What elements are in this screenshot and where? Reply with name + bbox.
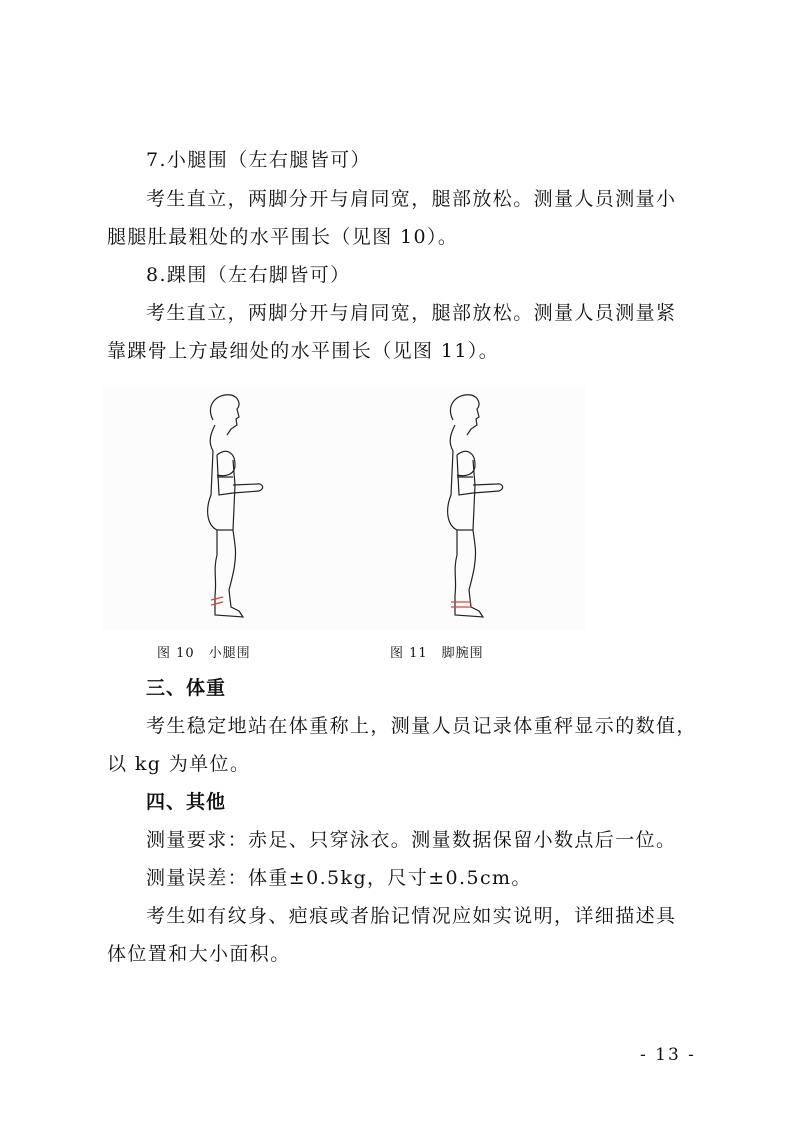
heading-calf: 7.小腿围（左右腿皆可） bbox=[146, 149, 371, 171]
paragraph-line: 考生如有纹身、疤痕或者胎记情况应如实说明，详细描述具 bbox=[146, 905, 677, 927]
figure-woman-ankle bbox=[448, 395, 503, 617]
paragraph-line: 测量要求：赤足、只穿泳衣。测量数据保留小数点后一位。 bbox=[146, 829, 677, 851]
figure-caption: 图 10 小腿围 bbox=[157, 646, 251, 661]
calf-marker bbox=[211, 597, 223, 605]
paragraph-line: 靠踝骨上方最细处的水平围长（见图 11）。 bbox=[107, 340, 500, 362]
figure-woman-calf bbox=[208, 395, 263, 617]
ankle-marker bbox=[451, 602, 471, 607]
paragraph-line: 考生直立，两脚分开与肩同宽，腿部放松。测量人员测量紧 bbox=[146, 302, 677, 324]
page-number: - 13 - bbox=[640, 1045, 696, 1065]
paragraph-line: 以 kg 为单位。 bbox=[107, 753, 251, 775]
figure-caption: 图 11 脚腕围 bbox=[390, 646, 484, 661]
heading-other: 四、其他 bbox=[146, 791, 227, 813]
paragraph-line: 考生直立，两脚分开与肩同宽，腿部放松。测量人员测量小 bbox=[146, 188, 677, 210]
paragraph-line: 测量误差：体重±0.5kg，尺寸±0.5cm。 bbox=[146, 867, 532, 889]
paragraph-line: 体位置和大小面积。 bbox=[107, 943, 291, 965]
heading-weight: 三、体重 bbox=[146, 677, 227, 699]
paragraph-line: 考生稳定地站在体重称上，测量人员记录体重秤显示的数值， bbox=[146, 715, 697, 737]
heading-ankle: 8.踝围（左右脚皆可） bbox=[146, 264, 351, 286]
paragraph-line: 腿腿肚最粗处的水平围长（见图 10）。 bbox=[107, 226, 459, 248]
figure-illustrations bbox=[103, 385, 585, 630]
